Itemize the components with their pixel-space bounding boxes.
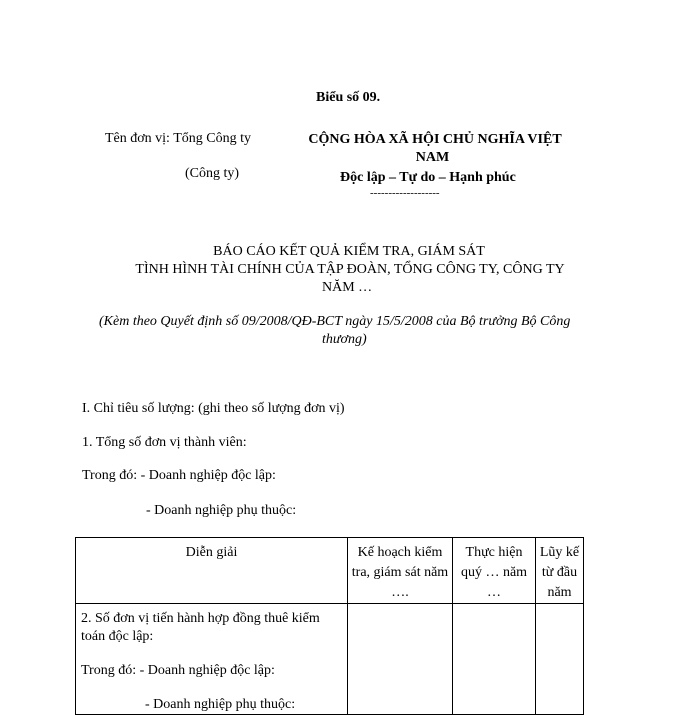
item-dependent: - Doanh nghiệp phụ thuộc: (146, 503, 297, 518)
national-title-line1: CỘNG HÒA XÃ HỘI CHỦ NGHĨA VIỆT (308, 132, 562, 147)
table-header-row (76, 538, 584, 604)
attachment-line2: thương) (322, 332, 367, 347)
unit-label: Tên đơn vị: Tổng Công ty (105, 131, 251, 146)
report-title-line1: BÁO CÁO KẾT QUẢ KIỂM TRA, GIÁM SÁT (213, 244, 485, 259)
national-separator: ------------------- (370, 187, 440, 199)
header-cumulative: Lũy kế từ đầu năm (536, 538, 584, 604)
row-actual-cell (453, 604, 536, 715)
row-plan-cell (348, 604, 453, 715)
header-description: Diễn giải (76, 538, 348, 604)
row-description: 2. Số đơn vị tiến hành hợp đồng thuê kiểm toán độc lập: Trong đó: - Doanh nghiệp độc lập: - Doanh nghiệp phụ thuộc: (76, 604, 348, 715)
item-total-units: 1. Tổng số đơn vị thành viên: (82, 435, 247, 450)
national-header (290, 131, 580, 199)
report-title-line3: NĂM … (322, 280, 373, 295)
report-title (0, 243, 700, 295)
report-title-line2: TÌNH HÌNH TÀI CHÍNH CỦA TẬP ĐOÀN, TỔNG CÔNG TY, CÔNG TY (135, 262, 565, 277)
national-title-line2: NAM (415, 150, 450, 165)
header-plan: Kế hoạch kiểm tra, giám sát năm …. (348, 538, 453, 604)
section-heading: I. Chỉ tiêu số lượng: (ghi theo số lượng đơn vị) (82, 401, 345, 416)
attachment-line1: (Kèm theo Quyết định số 09/2008/QĐ-BCT ngày 15/5/2008 của Bộ trưởng Bộ Công (99, 314, 571, 329)
summary-table (75, 537, 584, 715)
item-independent: Trong đó: - Doanh nghiệp độc lập: (82, 468, 276, 483)
table-row (76, 604, 584, 715)
form-number: Biểu số 09. (316, 90, 381, 105)
national-motto: Độc lập – Tự do – Hạnh phúc (340, 170, 516, 185)
unit-sub-label: (Công ty) (185, 166, 240, 181)
header-actual: Thực hiện quý … năm … (453, 538, 536, 604)
row-cumulative-cell (536, 604, 584, 715)
